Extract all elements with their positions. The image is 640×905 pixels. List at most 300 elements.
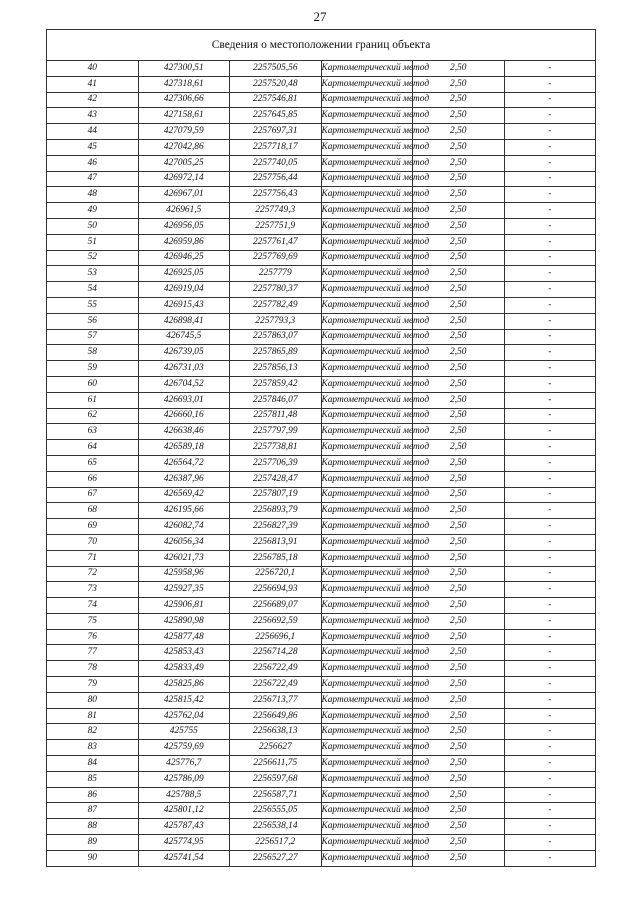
point-number-cell: 40 xyxy=(47,61,139,77)
y-coordinate-cell: 2256722,49 xyxy=(230,677,322,693)
y-coordinate-cell: 2256827,39 xyxy=(230,519,322,535)
point-number-cell: 82 xyxy=(47,724,139,740)
description-cell: - xyxy=(504,550,596,566)
x-coordinate-cell: 426745,5 xyxy=(138,329,230,345)
method-cell: Картометрический метод xyxy=(321,187,413,203)
point-number-cell: 70 xyxy=(47,534,139,550)
method-cell: Картометрический метод xyxy=(321,266,413,282)
method-cell: Картометрический метод xyxy=(321,819,413,835)
description-cell: - xyxy=(504,345,596,361)
accuracy-cell: 2,50 xyxy=(413,345,505,361)
y-coordinate-cell: 2256813,91 xyxy=(230,534,322,550)
description-cell: - xyxy=(504,408,596,424)
x-coordinate-cell: 425825,86 xyxy=(138,677,230,693)
table-row xyxy=(47,455,596,471)
description-cell: - xyxy=(504,645,596,661)
description-cell: - xyxy=(504,155,596,171)
accuracy-cell: 2,50 xyxy=(413,740,505,756)
description-cell: - xyxy=(504,361,596,377)
method-cell: Картометрический метод xyxy=(321,534,413,550)
y-coordinate-cell: 2256696,1 xyxy=(230,629,322,645)
point-number-cell: 43 xyxy=(47,108,139,124)
y-coordinate-cell: 2257807,19 xyxy=(230,487,322,503)
point-number-cell: 76 xyxy=(47,629,139,645)
table-row xyxy=(47,361,596,377)
table-row xyxy=(47,408,596,424)
table-row xyxy=(47,297,596,313)
table-row xyxy=(47,376,596,392)
y-coordinate-cell: 2256538,14 xyxy=(230,819,322,835)
y-coordinate-cell: 2256722,49 xyxy=(230,661,322,677)
accuracy-cell: 2,50 xyxy=(413,582,505,598)
description-cell: - xyxy=(504,503,596,519)
description-cell: - xyxy=(504,771,596,787)
description-cell: - xyxy=(504,661,596,677)
accuracy-cell: 2,50 xyxy=(413,92,505,108)
point-number-cell: 87 xyxy=(47,803,139,819)
y-coordinate-cell: 2257505,56 xyxy=(230,61,322,77)
point-number-cell: 45 xyxy=(47,139,139,155)
method-cell: Картометрический метод xyxy=(321,376,413,392)
description-cell: - xyxy=(504,803,596,819)
table-row xyxy=(47,519,596,535)
method-cell: Картометрический метод xyxy=(321,613,413,629)
description-cell: - xyxy=(504,392,596,408)
point-number-cell: 61 xyxy=(47,392,139,408)
description-cell: - xyxy=(504,850,596,866)
description-cell: - xyxy=(504,692,596,708)
table-row xyxy=(47,234,596,250)
method-cell: Картометрический метод xyxy=(321,629,413,645)
method-cell: Картометрический метод xyxy=(321,487,413,503)
accuracy-cell: 2,50 xyxy=(413,234,505,250)
accuracy-cell: 2,50 xyxy=(413,661,505,677)
accuracy-cell: 2,50 xyxy=(413,108,505,124)
y-coordinate-cell: 2256893,79 xyxy=(230,503,322,519)
x-coordinate-cell: 425759,69 xyxy=(138,740,230,756)
y-coordinate-cell: 2257718,17 xyxy=(230,139,322,155)
method-cell: Картометрический метод xyxy=(321,503,413,519)
description-cell: - xyxy=(504,187,596,203)
table-row xyxy=(47,708,596,724)
method-cell: Картометрический метод xyxy=(321,771,413,787)
y-coordinate-cell: 2256555,05 xyxy=(230,803,322,819)
method-cell: Картометрический метод xyxy=(321,582,413,598)
table-row xyxy=(47,218,596,234)
point-number-cell: 62 xyxy=(47,408,139,424)
method-cell: Картометрический метод xyxy=(321,282,413,298)
x-coordinate-cell: 426731,03 xyxy=(138,361,230,377)
accuracy-cell: 2,50 xyxy=(413,329,505,345)
method-cell: Картометрический метод xyxy=(321,76,413,92)
table-row xyxy=(47,771,596,787)
point-number-cell: 42 xyxy=(47,92,139,108)
table-row xyxy=(47,440,596,456)
y-coordinate-cell: 2256689,07 xyxy=(230,598,322,614)
description-cell: - xyxy=(504,598,596,614)
table-row xyxy=(47,613,596,629)
y-coordinate-cell: 2257706,39 xyxy=(230,455,322,471)
table-row xyxy=(47,503,596,519)
table-row xyxy=(47,171,596,187)
method-cell: Картометрический метод xyxy=(321,724,413,740)
point-number-cell: 65 xyxy=(47,455,139,471)
table-row xyxy=(47,598,596,614)
x-coordinate-cell: 427306,66 xyxy=(138,92,230,108)
x-coordinate-cell: 426638,46 xyxy=(138,424,230,440)
description-cell: - xyxy=(504,61,596,77)
accuracy-cell: 2,50 xyxy=(413,519,505,535)
y-coordinate-cell: 2257756,43 xyxy=(230,187,322,203)
method-cell: Картометрический метод xyxy=(321,598,413,614)
point-number-cell: 88 xyxy=(47,819,139,835)
accuracy-cell: 2,50 xyxy=(413,835,505,851)
accuracy-cell: 2,50 xyxy=(413,487,505,503)
method-cell: Картометрический метод xyxy=(321,345,413,361)
y-coordinate-cell: 2257749,3 xyxy=(230,203,322,219)
y-coordinate-cell: 2256720,1 xyxy=(230,566,322,582)
x-coordinate-cell: 426693,01 xyxy=(138,392,230,408)
accuracy-cell: 2,50 xyxy=(413,124,505,140)
x-coordinate-cell: 426739,05 xyxy=(138,345,230,361)
point-number-cell: 67 xyxy=(47,487,139,503)
y-coordinate-cell: 2257645,85 xyxy=(230,108,322,124)
point-number-cell: 72 xyxy=(47,566,139,582)
page-number: 27 xyxy=(313,9,327,24)
y-coordinate-cell: 2257856,13 xyxy=(230,361,322,377)
accuracy-cell: 2,50 xyxy=(413,708,505,724)
accuracy-cell: 2,50 xyxy=(413,76,505,92)
x-coordinate-cell: 426959,86 xyxy=(138,234,230,250)
method-cell: Картометрический метод xyxy=(321,361,413,377)
description-cell: - xyxy=(504,724,596,740)
table-row xyxy=(47,313,596,329)
table-row xyxy=(47,566,596,582)
method-cell: Картометрический метод xyxy=(321,440,413,456)
table-row xyxy=(47,629,596,645)
method-cell: Картометрический метод xyxy=(321,218,413,234)
point-number-cell: 46 xyxy=(47,155,139,171)
y-coordinate-cell: 2256694,93 xyxy=(230,582,322,598)
table-body xyxy=(47,30,596,867)
point-number-cell: 80 xyxy=(47,692,139,708)
accuracy-cell: 2,50 xyxy=(413,250,505,266)
method-cell: Картометрический метод xyxy=(321,740,413,756)
x-coordinate-cell: 427158,61 xyxy=(138,108,230,124)
x-coordinate-cell: 426082,74 xyxy=(138,519,230,535)
method-cell: Картометрический метод xyxy=(321,203,413,219)
x-coordinate-cell: 425853,43 xyxy=(138,645,230,661)
accuracy-cell: 2,50 xyxy=(413,171,505,187)
point-number-cell: 73 xyxy=(47,582,139,598)
accuracy-cell: 2,50 xyxy=(413,440,505,456)
y-coordinate-cell: 2257797,99 xyxy=(230,424,322,440)
table-row xyxy=(47,250,596,266)
point-number-cell: 78 xyxy=(47,661,139,677)
method-cell: Картометрический метод xyxy=(321,61,413,77)
accuracy-cell: 2,50 xyxy=(413,629,505,645)
point-number-cell: 50 xyxy=(47,218,139,234)
accuracy-cell: 2,50 xyxy=(413,282,505,298)
accuracy-cell: 2,50 xyxy=(413,408,505,424)
description-cell: - xyxy=(504,297,596,313)
x-coordinate-cell: 427318,61 xyxy=(138,76,230,92)
y-coordinate-cell: 2257520,48 xyxy=(230,76,322,92)
x-coordinate-cell: 425787,43 xyxy=(138,819,230,835)
description-cell: - xyxy=(504,329,596,345)
table-row xyxy=(47,203,596,219)
method-cell: Картометрический метод xyxy=(321,392,413,408)
description-cell: - xyxy=(504,203,596,219)
table-row xyxy=(47,187,596,203)
y-coordinate-cell: 2256517,2 xyxy=(230,835,322,851)
x-coordinate-cell: 425958,96 xyxy=(138,566,230,582)
table-row xyxy=(47,392,596,408)
accuracy-cell: 2,50 xyxy=(413,218,505,234)
point-number-cell: 75 xyxy=(47,613,139,629)
accuracy-cell: 2,50 xyxy=(413,503,505,519)
point-number-cell: 55 xyxy=(47,297,139,313)
x-coordinate-cell: 426564,72 xyxy=(138,455,230,471)
point-number-cell: 85 xyxy=(47,771,139,787)
accuracy-cell: 2,50 xyxy=(413,187,505,203)
table-row xyxy=(47,345,596,361)
y-coordinate-cell: 2256611,75 xyxy=(230,756,322,772)
description-cell: - xyxy=(504,629,596,645)
table-row xyxy=(47,819,596,835)
x-coordinate-cell: 426956,05 xyxy=(138,218,230,234)
description-cell: - xyxy=(504,440,596,456)
accuracy-cell: 2,50 xyxy=(413,471,505,487)
point-number-cell: 47 xyxy=(47,171,139,187)
description-cell: - xyxy=(504,566,596,582)
y-coordinate-cell: 2257769,69 xyxy=(230,250,322,266)
accuracy-cell: 2,50 xyxy=(413,819,505,835)
table-row xyxy=(47,471,596,487)
accuracy-cell: 2,50 xyxy=(413,266,505,282)
x-coordinate-cell: 426972,14 xyxy=(138,171,230,187)
point-number-cell: 79 xyxy=(47,677,139,693)
x-coordinate-cell: 427042,86 xyxy=(138,139,230,155)
table-title: Сведения о местоположении границ объекта xyxy=(47,30,596,61)
accuracy-cell: 2,50 xyxy=(413,645,505,661)
y-coordinate-cell: 2257761,47 xyxy=(230,234,322,250)
x-coordinate-cell: 425776,7 xyxy=(138,756,230,772)
table-row xyxy=(47,692,596,708)
method-cell: Картометрический метод xyxy=(321,297,413,313)
method-cell: Картометрический метод xyxy=(321,692,413,708)
method-cell: Картометрический метод xyxy=(321,234,413,250)
point-number-cell: 81 xyxy=(47,708,139,724)
y-coordinate-cell: 2257793,3 xyxy=(230,313,322,329)
table-row xyxy=(47,92,596,108)
table-row xyxy=(47,76,596,92)
accuracy-cell: 2,50 xyxy=(413,313,505,329)
description-cell: - xyxy=(504,108,596,124)
description-cell: - xyxy=(504,835,596,851)
y-coordinate-cell: 2256714,28 xyxy=(230,645,322,661)
point-number-cell: 51 xyxy=(47,234,139,250)
y-coordinate-cell: 2257546,81 xyxy=(230,92,322,108)
method-cell: Картометрический метод xyxy=(321,661,413,677)
x-coordinate-cell: 426704,52 xyxy=(138,376,230,392)
x-coordinate-cell: 427005,25 xyxy=(138,155,230,171)
y-coordinate-cell: 2257740,05 xyxy=(230,155,322,171)
table-row xyxy=(47,740,596,756)
accuracy-cell: 2,50 xyxy=(413,392,505,408)
x-coordinate-cell: 425906,81 xyxy=(138,598,230,614)
point-number-cell: 66 xyxy=(47,471,139,487)
description-cell: - xyxy=(504,250,596,266)
y-coordinate-cell: 2256527,27 xyxy=(230,850,322,866)
accuracy-cell: 2,50 xyxy=(413,850,505,866)
description-cell: - xyxy=(504,487,596,503)
y-coordinate-cell: 2257428,47 xyxy=(230,471,322,487)
point-number-cell: 63 xyxy=(47,424,139,440)
description-cell: - xyxy=(504,92,596,108)
point-number-cell: 84 xyxy=(47,756,139,772)
y-coordinate-cell: 2257863,07 xyxy=(230,329,322,345)
y-coordinate-cell: 2256785,18 xyxy=(230,550,322,566)
table-row xyxy=(47,645,596,661)
description-cell: - xyxy=(504,740,596,756)
method-cell: Картометрический метод xyxy=(321,708,413,724)
accuracy-cell: 2,50 xyxy=(413,376,505,392)
description-cell: - xyxy=(504,76,596,92)
x-coordinate-cell: 425801,12 xyxy=(138,803,230,819)
table-row xyxy=(47,756,596,772)
table-row xyxy=(47,677,596,693)
point-number-cell: 68 xyxy=(47,503,139,519)
point-number-cell: 48 xyxy=(47,187,139,203)
table-row xyxy=(47,124,596,140)
y-coordinate-cell: 2256649,86 xyxy=(230,708,322,724)
y-coordinate-cell: 2256627 xyxy=(230,740,322,756)
accuracy-cell: 2,50 xyxy=(413,756,505,772)
accuracy-cell: 2,50 xyxy=(413,724,505,740)
x-coordinate-cell: 426919,04 xyxy=(138,282,230,298)
method-cell: Картометрический метод xyxy=(321,155,413,171)
table-row xyxy=(47,850,596,866)
description-cell: - xyxy=(504,819,596,835)
description-cell: - xyxy=(504,613,596,629)
method-cell: Картометрический метод xyxy=(321,424,413,440)
point-number-cell: 57 xyxy=(47,329,139,345)
description-cell: - xyxy=(504,708,596,724)
x-coordinate-cell: 427079,59 xyxy=(138,124,230,140)
accuracy-cell: 2,50 xyxy=(413,566,505,582)
table-row xyxy=(47,582,596,598)
description-cell: - xyxy=(504,582,596,598)
point-number-cell: 41 xyxy=(47,76,139,92)
accuracy-cell: 2,50 xyxy=(413,155,505,171)
method-cell: Картометрический метод xyxy=(321,756,413,772)
x-coordinate-cell: 425927,35 xyxy=(138,582,230,598)
method-cell: Картометрический метод xyxy=(321,329,413,345)
point-number-cell: 89 xyxy=(47,835,139,851)
x-coordinate-cell: 426589,18 xyxy=(138,440,230,456)
x-coordinate-cell: 426021,73 xyxy=(138,550,230,566)
y-coordinate-cell: 2257865,89 xyxy=(230,345,322,361)
x-coordinate-cell: 425877,48 xyxy=(138,629,230,645)
x-coordinate-cell: 425741,54 xyxy=(138,850,230,866)
method-cell: Картометрический метод xyxy=(321,803,413,819)
point-number-cell: 44 xyxy=(47,124,139,140)
x-coordinate-cell: 426915,43 xyxy=(138,297,230,313)
accuracy-cell: 2,50 xyxy=(413,771,505,787)
accuracy-cell: 2,50 xyxy=(413,677,505,693)
description-cell: - xyxy=(504,234,596,250)
method-cell: Картометрический метод xyxy=(321,408,413,424)
accuracy-cell: 2,50 xyxy=(413,598,505,614)
table-row xyxy=(47,661,596,677)
y-coordinate-cell: 2257756,44 xyxy=(230,171,322,187)
method-cell: Картометрический метод xyxy=(321,108,413,124)
table-row xyxy=(47,724,596,740)
table-row xyxy=(47,803,596,819)
x-coordinate-cell: 426056,34 xyxy=(138,534,230,550)
accuracy-cell: 2,50 xyxy=(413,787,505,803)
accuracy-cell: 2,50 xyxy=(413,455,505,471)
description-cell: - xyxy=(504,282,596,298)
y-coordinate-cell: 2256692,59 xyxy=(230,613,322,629)
y-coordinate-cell: 2257782,49 xyxy=(230,297,322,313)
table-row xyxy=(47,835,596,851)
point-number-cell: 71 xyxy=(47,550,139,566)
accuracy-cell: 2,50 xyxy=(413,297,505,313)
x-coordinate-cell: 426961,5 xyxy=(138,203,230,219)
accuracy-cell: 2,50 xyxy=(413,61,505,77)
x-coordinate-cell: 425890,98 xyxy=(138,613,230,629)
x-coordinate-cell: 425815,42 xyxy=(138,692,230,708)
method-cell: Картометрический метод xyxy=(321,471,413,487)
y-coordinate-cell: 2257846,07 xyxy=(230,392,322,408)
table-row xyxy=(47,487,596,503)
accuracy-cell: 2,50 xyxy=(413,534,505,550)
description-cell: - xyxy=(504,313,596,329)
accuracy-cell: 2,50 xyxy=(413,203,505,219)
x-coordinate-cell: 426967,01 xyxy=(138,187,230,203)
table-row xyxy=(47,424,596,440)
x-coordinate-cell: 425774,95 xyxy=(138,835,230,851)
table-row xyxy=(47,266,596,282)
y-coordinate-cell: 2257780,37 xyxy=(230,282,322,298)
point-number-cell: 83 xyxy=(47,740,139,756)
description-cell: - xyxy=(504,471,596,487)
x-coordinate-cell: 426569,42 xyxy=(138,487,230,503)
description-cell: - xyxy=(504,534,596,550)
description-cell: - xyxy=(504,171,596,187)
x-coordinate-cell: 426387,96 xyxy=(138,471,230,487)
method-cell: Картометрический метод xyxy=(321,519,413,535)
x-coordinate-cell: 425833,49 xyxy=(138,661,230,677)
x-coordinate-cell: 426660,16 xyxy=(138,408,230,424)
description-cell: - xyxy=(504,455,596,471)
method-cell: Картометрический метод xyxy=(321,124,413,140)
point-number-cell: 49 xyxy=(47,203,139,219)
point-number-cell: 52 xyxy=(47,250,139,266)
x-coordinate-cell: 426925,05 xyxy=(138,266,230,282)
description-cell: - xyxy=(504,677,596,693)
description-cell: - xyxy=(504,424,596,440)
accuracy-cell: 2,50 xyxy=(413,139,505,155)
method-cell: Картометрический метод xyxy=(321,645,413,661)
point-number-cell: 60 xyxy=(47,376,139,392)
point-number-cell: 53 xyxy=(47,266,139,282)
table-row xyxy=(47,550,596,566)
description-cell: - xyxy=(504,139,596,155)
point-number-cell: 90 xyxy=(47,850,139,866)
